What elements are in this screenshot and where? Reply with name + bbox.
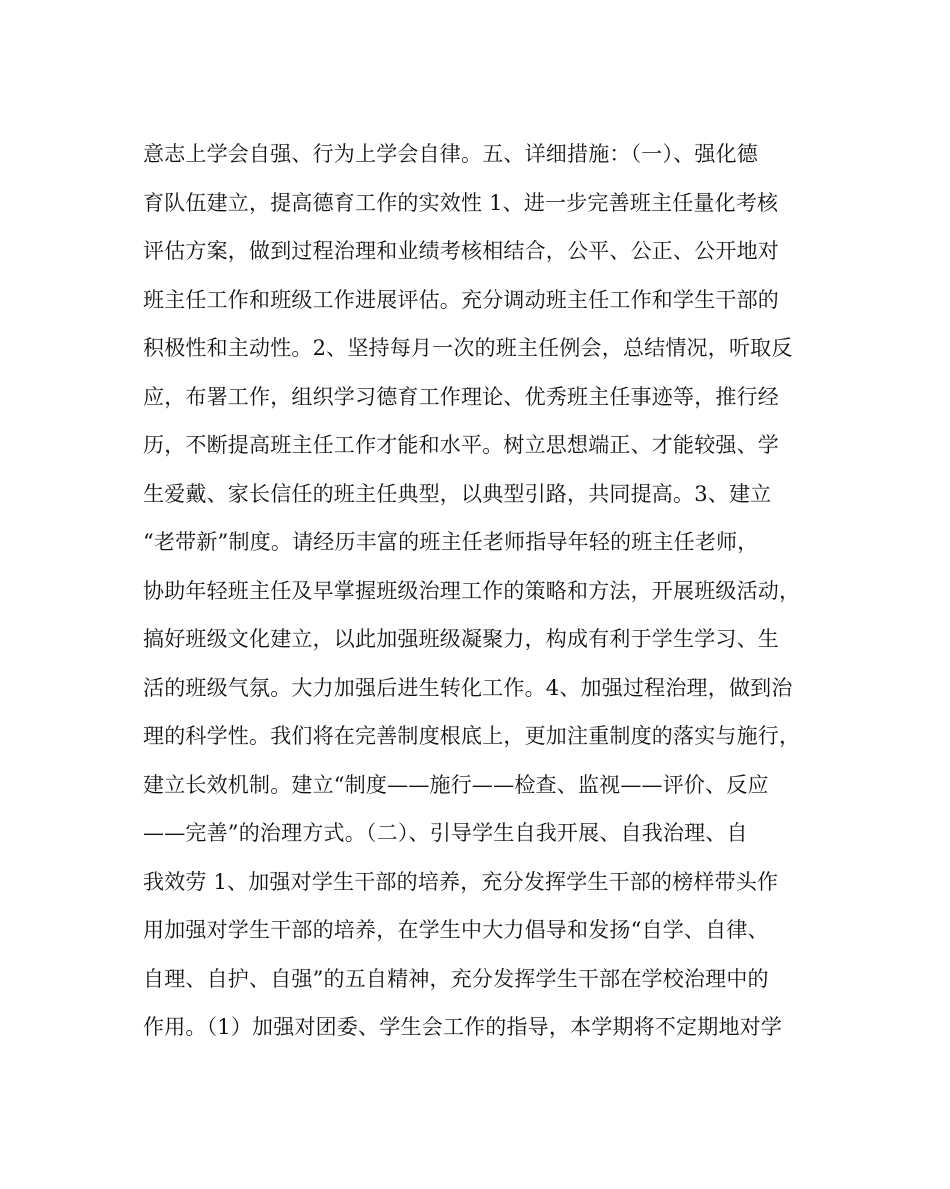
text-line: 历，不断提高班主任工作才能和水平。树立思想端正、才能较强、学 [143, 433, 779, 457]
text-line: 意志上学会自强、行为上学会自律。五、详细措施：（一）、强化德 [143, 142, 758, 166]
text-line: 自理、自护、自强”的五自精神，充分发挥学生干部在学校治理中的 [143, 966, 769, 991]
text-line: 班主任工作和班级工作进展评估。充分调动班主任工作和学生干部的 [143, 287, 779, 312]
text-line: 协助年轻班主任及早掌握班级治理工作的策略和方法，开展班级活动， [143, 578, 801, 603]
text-line: 建立长效机制。建立“制度——施行——检查、监视——评价、反应 [143, 772, 769, 797]
text-line: 育队伍建立，提高德育工作的实效性 1、进一步完善班主任量化考核 [143, 190, 779, 215]
text-line: 应，布署工作，组织学习德育工作理论、优秀班主任事迹等，推行经 [143, 384, 779, 409]
text-line: 作用。（1）加强对团委、学生会工作的指导，本学期将不定期地对学 [143, 1015, 783, 1039]
text-line: 理的科学性。我们将在完善制度根底上，更加注重制度的落实与施行， [143, 724, 801, 748]
text-line: 评估方案，做到过程治理和业绩考核相结合，公平、公正、公开地对 [143, 239, 779, 263]
text-line: 生爱戴、家长信任的班主任典型，以典型引路，共同提高。3、建立 [143, 481, 772, 506]
text-line: 积极性和主动性。2、坚持每月一次的班主任例会，总结情况，听取反 [143, 336, 793, 360]
body-text [143, 130, 813, 1052]
text-line: 搞好班级文化建立，以此加强班级凝聚力，构成有利于学生学习、生 [143, 627, 779, 651]
text-line: 用加强对学生干部的培养，在学生中大力倡导和发扬“自学、自律、 [143, 918, 769, 942]
text-line: 活的班级气氛。大力加强后进生转化工作。4、加强过程治理，做到治 [143, 675, 793, 700]
text-line: ——完善”的治理方式。（二）、引导学生自我开展、自我治理、自 [143, 821, 748, 845]
text-line: “老带新”制度。请经历丰富的班主任老师指导年轻的班主任老师， [143, 530, 759, 554]
text-line: 我效劳 1、加强对学生干部的培养，充分发挥学生干部的榜样带头作 [143, 869, 779, 894]
